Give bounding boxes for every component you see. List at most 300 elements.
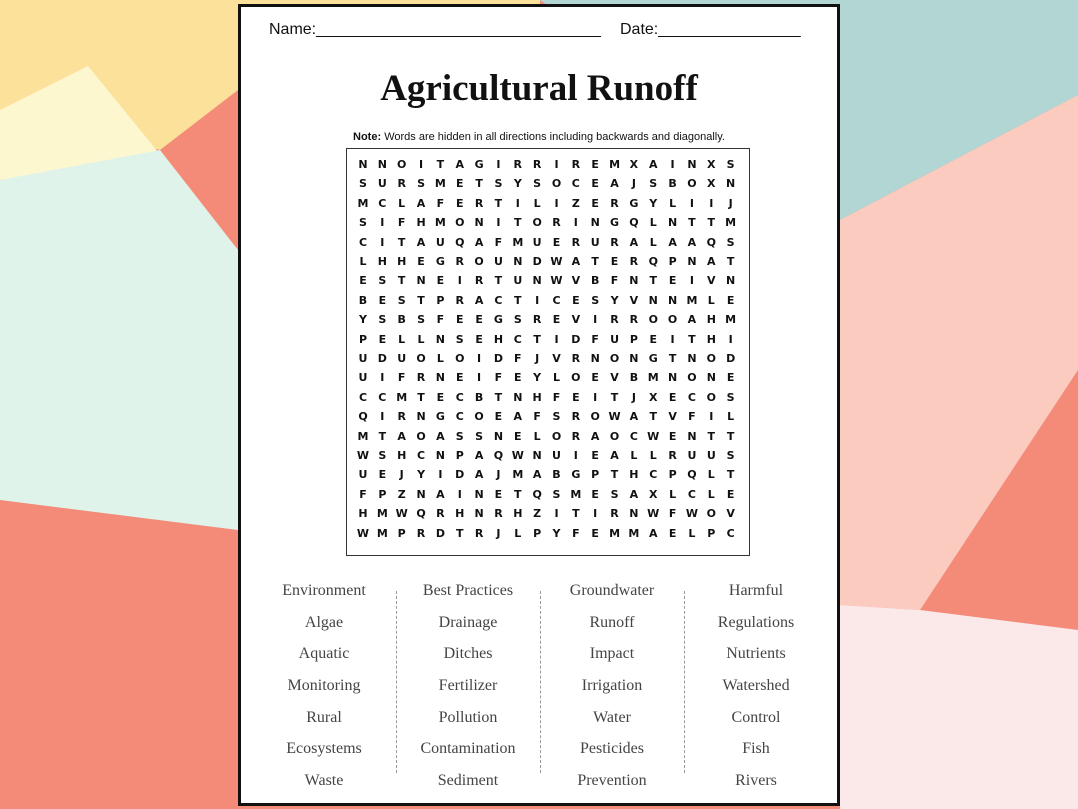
grid-letter: L [669,487,677,501]
word-bank-item: Water [593,708,631,726]
grid-letter: P [436,293,445,307]
grid-letter: E [726,487,735,501]
column-divider [540,591,541,773]
page-title: Agricultural Runoff [380,68,698,109]
grid-letter: N [435,449,445,462]
grid-letter: A [474,468,484,482]
grid-letter: N [629,274,639,288]
grid-letter: O [416,352,426,365]
word-bank-item: Best Practices [422,582,514,599]
grid-letter: M [628,526,640,540]
grid-letter: A [590,429,600,443]
grid-letter: S [552,487,561,501]
grid-letter: P [707,526,716,540]
word-bank-item: Algae [304,613,344,631]
grid-letter: C [726,526,735,540]
grid-letter: N [687,429,697,443]
grid-letter: U [513,274,523,288]
grid-letter: B [474,390,484,404]
grid-letter: P [397,526,406,540]
grid-letter: Q [416,507,426,521]
grid-letter: R [416,371,426,385]
grid-letter: T [649,410,657,424]
grid-letter: Q [706,235,716,249]
grid-letter: M [725,216,737,230]
grid-letter: A [610,449,619,462]
grid-letter: I [689,274,694,288]
grid-letter: E [417,255,425,268]
grid-letter: C [513,332,522,346]
grid-letter: R [532,313,542,327]
grid-letter: N [590,216,600,230]
grid-letter: I [419,158,424,171]
grid-letter: A [474,235,484,249]
grid-letter: I [670,158,675,171]
grid-letter: L [707,293,715,307]
grid-letter: R [532,158,542,171]
grid-letter: T [455,526,464,540]
grid-letter: P [378,487,387,501]
grid-letter: G [493,313,503,327]
grid-letter: I [457,274,462,288]
grid-letter: U [706,449,716,462]
grid-letter: E [514,429,522,443]
grid-letter: P [533,526,542,540]
grid-letter: E [455,196,464,210]
grid-letter: M [686,293,698,307]
word-bank-item: Irrigation [581,677,643,695]
grid-letter: T [397,235,406,249]
grid-letter: O [455,352,465,365]
grid-letter: S [726,449,735,462]
grid-letter: L [727,410,735,424]
grid-letter: O [687,177,697,191]
grid-letter: N [667,216,678,230]
grid-letter: E [378,468,387,482]
grid-letter: S [417,313,426,327]
grid-letter: A [416,235,426,249]
grid-letter: C [455,390,464,404]
grid-letter: E [726,293,735,307]
grid-letter: F [572,526,580,540]
grid-letter: Q [455,235,465,249]
grid-letter: W [550,255,563,268]
grid-letter: F [514,352,522,365]
grid-letter: H [377,255,387,268]
grid-letter: V [726,507,735,521]
grid-letter: R [571,410,581,424]
grid-letter: F [494,235,503,249]
note-text: Words are hidden in all directions including backwards and diagonally. [384,131,725,143]
grid-letter: T [533,332,541,346]
grid-letter: T [726,255,735,268]
grid-letter: P [358,332,368,346]
grid-letter: E [668,274,677,288]
grid-letter: C [649,468,658,482]
grid-letter: R [474,274,484,288]
letter-grid [346,148,750,556]
grid-letter: I [477,352,482,365]
word-column [396,575,540,797]
grid-letter: M [434,177,446,191]
grid-letter: W [511,449,524,462]
grid-letter: T [417,293,425,307]
grid-letter: C [552,293,561,307]
grid-letter: N [513,255,523,268]
grid-letter: I [380,216,385,230]
grid-letter: L [649,216,657,230]
date-field [620,21,801,39]
grid-letter: A [629,410,639,424]
grid-letter: E [591,371,599,385]
grid-letter: R [571,352,581,365]
grid-letter: S [359,177,367,191]
grid-letter: L [398,196,406,210]
word-bank-item: Runoff [589,613,635,631]
grid-letter: N [435,371,445,385]
grid-letter: N [667,293,678,307]
grid-letter: T [649,274,657,288]
grid-letter: S [533,177,542,191]
grid-letter: M [647,371,659,385]
grid-letter: H [397,255,407,268]
grid-letter: P [668,468,677,482]
grid-letter: N [493,429,504,443]
grid-letter: G [648,352,658,365]
grid-letter: T [726,429,735,443]
grid-letter: J [631,390,636,404]
grid-letter: T [417,390,425,404]
grid-letter: C [687,390,696,404]
grid-letter: E [552,313,561,327]
grid-letter: M [570,487,582,501]
grid-letter: D [435,526,445,540]
grid-letter: A [455,158,464,171]
grid-letter: J [728,196,733,210]
grid-letter: E [726,371,735,385]
grid-letter: W [395,507,408,521]
grid-letter: J [399,468,404,482]
grid-letter: L [707,468,715,482]
word-bank-item: Ditches [443,645,493,663]
grid-letter: C [378,390,387,404]
grid-letter: N [687,352,697,365]
grid-letter: T [572,507,580,521]
grid-letter: I [593,390,598,404]
grid-letter: Y [513,177,522,191]
note-label: Note: [353,131,382,143]
grid-letter: O [571,371,581,385]
grid-letter: V [571,313,581,327]
grid-letter: S [455,332,464,346]
grid-letter: F [436,313,445,327]
grid-letter: I [515,196,520,210]
grid-letter: M [357,196,369,210]
grid-letter: O [455,216,465,230]
grid-letter: I [438,468,443,482]
grid-letter: G [474,158,484,171]
grid-letter: T [514,487,522,501]
grid-letter: A [532,468,542,482]
grid-letter: T [688,216,696,230]
word-bank-item: Groundwater [569,582,655,599]
grid-letter: X [629,158,639,171]
grid-letter: P [629,332,638,346]
grid-letter: A [513,410,523,424]
grid-letter: S [397,293,406,307]
grid-letter: H [629,468,639,482]
grid-letter: R [629,255,639,268]
grid-letter: O [551,177,562,191]
grid-letter: I [554,507,559,521]
grid-letter: E [359,274,367,288]
grid-letter: T [475,177,483,191]
grid-letter: E [552,235,561,249]
grid-letter: I [593,313,598,327]
grid-letter: N [513,390,523,404]
word-bank-item: Fish [742,740,770,758]
grid-letter: I [593,507,598,521]
grid-letter: X [707,158,716,171]
grid-letter: N [416,274,426,288]
grid-letter: T [610,468,619,482]
grid-letter: U [532,235,542,249]
grid-letter: O [474,410,484,424]
grid-letter: D [726,352,736,365]
grid-letter: L [649,449,657,462]
grid-letter: S [475,429,484,443]
grid-letter: R [571,429,581,443]
grid-letter: M [376,507,388,521]
name-field [269,21,601,39]
grid-letter: P [455,449,464,462]
grid-letter: R [397,410,406,424]
grid-letter: Y [649,196,658,210]
grid-letter: O [609,352,620,365]
grid-letter: H [513,507,523,521]
grid-letter: L [552,371,560,385]
word-bank-item: Pesticides [580,740,644,758]
grid-letter: O [532,216,542,230]
grid-letter: B [629,371,639,385]
grid-letter: B [668,177,677,191]
grid-letter: L [630,449,638,462]
grid-letter: E [514,371,522,385]
grid-letter: S [513,313,522,327]
grid-letter: U [397,352,407,365]
grid-letter: C [358,235,368,249]
grid-letter: D [571,332,581,346]
grid-letter: I [728,332,733,346]
grid-letter: F [494,371,503,385]
grid-letter: F [688,410,696,424]
grid-letter: S [726,158,735,171]
grid-letter: S [552,410,561,424]
grid-letter: M [434,216,446,230]
grid-letter: T [397,274,406,288]
grid-letter: R [474,196,484,210]
grid-letter: F [436,196,445,210]
grid-letter: O [590,410,600,424]
grid-letter: E [475,332,483,346]
grid-letter: M [609,526,621,540]
grid-letter: S [494,177,503,191]
grid-letter: U [358,468,368,482]
grid-letter: P [668,255,677,268]
grid-letter: F [397,216,406,230]
grid-letter: A [474,449,484,462]
grid-letter: R [571,158,581,171]
grid-letter: N [726,177,736,191]
grid-letter: O [706,390,716,404]
grid-letter: R [436,507,445,521]
grid-letter: D [532,255,542,268]
grid-letter: R [629,313,639,327]
grid-letter: W [685,507,698,521]
grid-letter: E [610,255,619,268]
grid-letter: O [474,255,484,268]
grid-letter: M [512,468,524,482]
grid-letter: T [726,468,735,482]
grid-letter: D [455,468,465,482]
word-column [540,575,684,797]
grid-letter: J [496,468,501,482]
grid-letter: F [533,410,541,424]
grid-letter: I [380,235,385,249]
grid-letter: A [687,313,697,327]
grid-letter: B [358,293,368,307]
grid-letter: H [532,390,542,404]
grid-letter: S [378,449,387,462]
grid-letter: L [649,235,657,249]
grid-letter: T [610,390,619,404]
grid-letter: I [689,196,694,210]
grid-letter: C [417,449,426,462]
grid-letter: G [435,255,445,268]
grid-letter: A [648,526,658,540]
grid-letter: A [707,255,716,268]
grid-letter: J [631,177,636,191]
grid-letter: F [397,371,406,385]
grid-letter: H [493,332,504,346]
grid-letter: R [494,507,503,521]
grid-letter: S [610,487,619,501]
grid-letter: F [552,390,561,404]
grid-letter: L [398,332,406,346]
date-label: Date: [620,21,659,38]
grid-letter: R [416,526,426,540]
word-bank-item: Rural [306,708,342,726]
grid-letter: R [610,507,619,521]
grid-letter: A [687,235,697,249]
word-bank-item: Monitoring [287,677,361,695]
grid-letter: Q [687,468,697,482]
grid-letter: E [591,487,599,501]
grid-letter: Q [648,255,658,268]
grid-letter: U [377,177,387,191]
grid-letter: A [629,235,639,249]
word-bank-item: Environment [282,582,366,599]
grid-letter: I [709,410,714,424]
grid-letter: S [417,177,426,191]
grid-letter: W [647,429,660,443]
grid-letter: T [668,352,677,365]
grid-letter: Y [359,313,367,327]
name-label: Name: [269,21,317,38]
grid-letter: D [493,352,503,365]
grid-letter: A [668,235,677,249]
grid-letter: E [591,196,599,210]
grid-letter: E [572,390,580,404]
grid-letter: C [571,177,580,191]
grid-letter: H [397,449,407,462]
grid-letter: J [535,352,540,365]
grid-letter: C [358,390,368,404]
word-bank-item: Impact [589,645,635,663]
grid-letter: M [357,429,369,443]
grid-letter: O [416,429,426,443]
grid-letter: Y [533,371,542,385]
grid-letter: C [687,487,696,501]
grid-letter: L [359,255,367,268]
grid-letter: E [591,449,599,462]
grid-letter: N [532,449,542,462]
grid-letter: Y [417,468,426,482]
grid-letter: S [378,313,387,327]
grid-letter: M [609,158,621,171]
grid-letter: O [609,429,620,443]
grid-letter: E [455,371,464,385]
grid-letter: V [552,352,561,365]
grid-letter: I [670,332,675,346]
grid-letter: S [726,235,735,249]
grid-letter: L [417,332,425,346]
grid-letter: T [688,332,696,346]
grid-letter: E [455,177,464,191]
grid-letter: V [668,410,677,424]
grid-letter: F [591,332,599,346]
grid-letter: N [474,216,484,230]
grid-letter: O [667,313,678,327]
word-bank-item: Regulations [717,613,795,631]
word-bank-item: Pollution [438,708,498,726]
grid-letter: N [474,487,484,501]
word-column [252,575,396,797]
grid-letter: C [494,293,503,307]
grid-letter: F [610,274,619,288]
grid-letter: T [494,274,503,288]
grid-letter: T [707,216,716,230]
grid-letter: U [435,235,445,249]
grid-letter: H [455,507,465,521]
grid-letter: S [378,274,387,288]
grid-letter: E [668,390,677,404]
grid-letter: N [358,158,368,171]
grid-letter: C [378,196,387,210]
worksheet [238,4,840,806]
grid-letter: E [591,177,599,191]
grid-letter: E [668,429,677,443]
grid-letter: H [416,216,426,230]
grid-letter: R [513,158,523,171]
grid-letter: R [455,293,464,307]
grid-letter: F [668,507,677,521]
grid-letter: N [629,352,639,365]
grid-letter: R [571,235,581,249]
grid-letter: W [356,526,370,540]
word-column [684,575,828,797]
grid-letter: I [457,487,462,501]
